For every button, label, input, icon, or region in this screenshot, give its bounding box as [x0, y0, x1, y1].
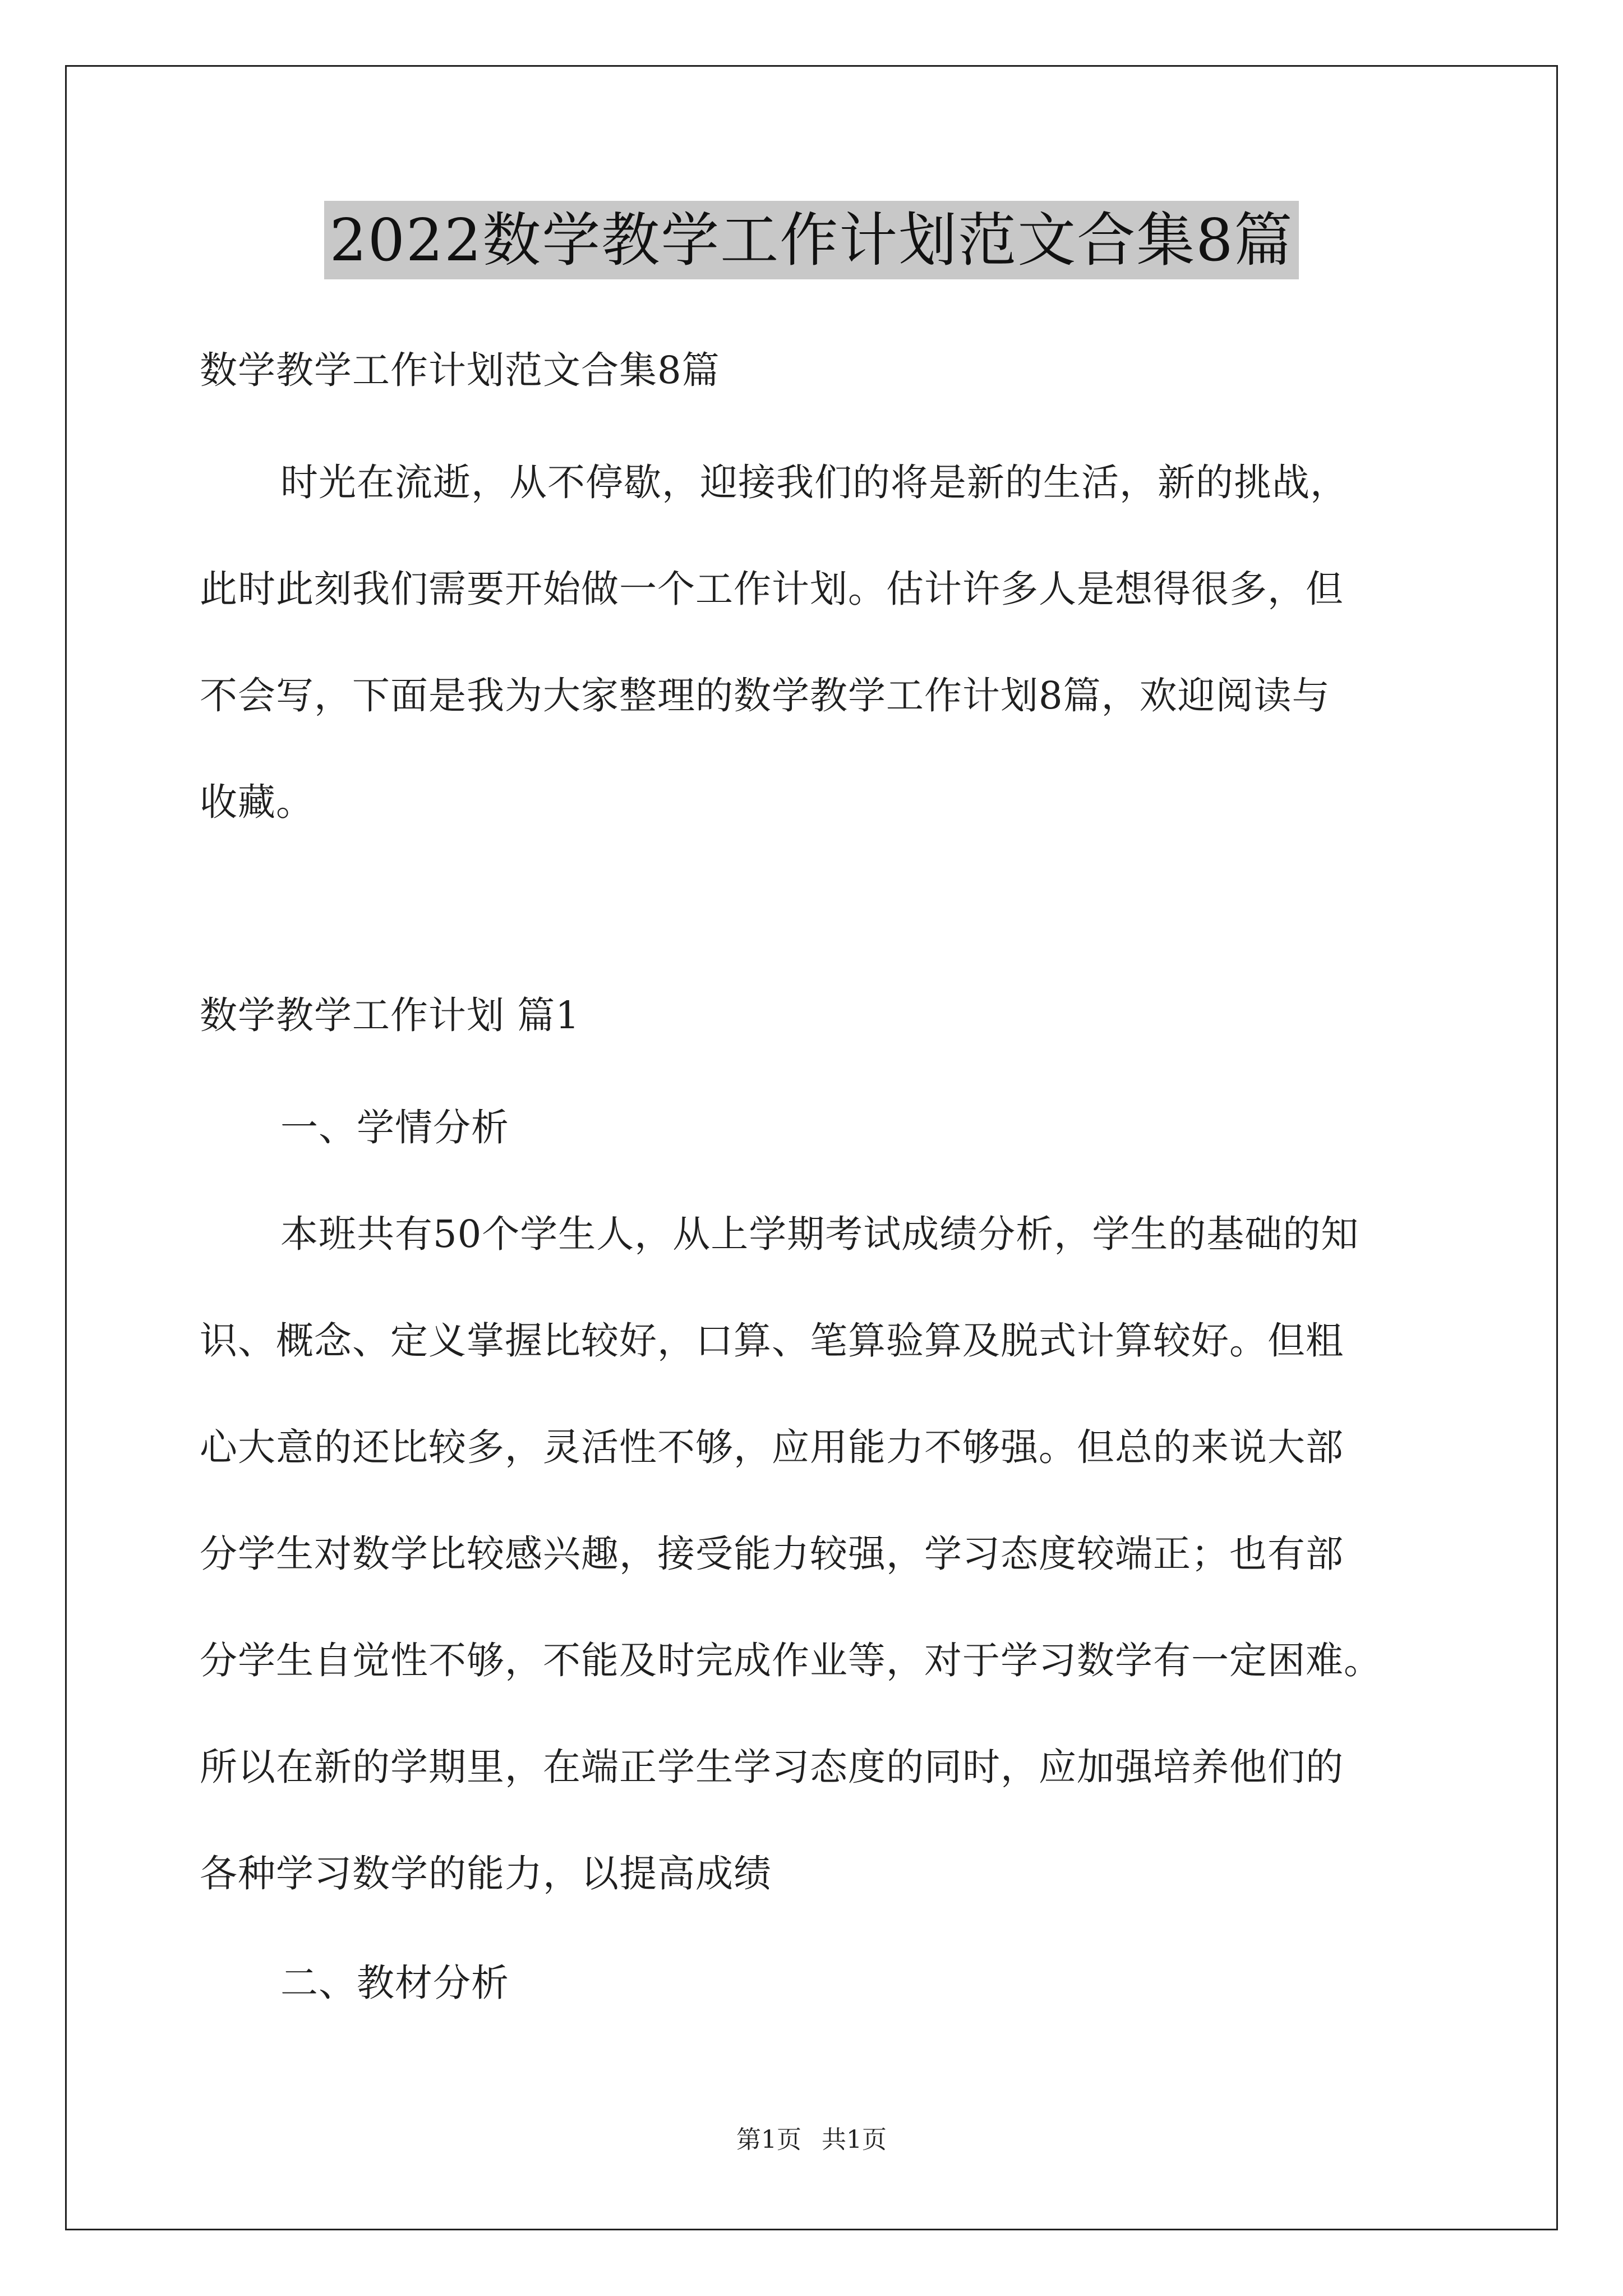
- intro-line: 不会写，下面是我为大家整理的数学教学工作计划8篇，欢迎阅读与: [200, 674, 1330, 717]
- paragraph-line: 心大意的还比较多，灵活性不够，应用能力不够强。但总的来说大部: [200, 1425, 1344, 1469]
- paragraph-line: 本班共有50个学生人，从上学期考试成绩分析，学生的基础的知: [280, 1212, 1359, 1256]
- section-heading: 数学教学工作计划 篇1: [200, 993, 580, 1037]
- paragraph-line: 分学生对数学比较感兴趣，接受能力较强，学习态度较端正；也有部: [200, 1532, 1344, 1576]
- page-footer: [0, 2119, 1623, 2155]
- page-number-current: 第1页: [736, 2125, 801, 2154]
- page-number-total: 共1页: [822, 2125, 887, 2154]
- intro-line: 时光在流逝，从不停歇，迎接我们的将是新的生活，新的挑战，: [280, 461, 1348, 504]
- intro-line: 收藏。: [200, 780, 314, 824]
- paragraph-line: 各种学习数学的能力，以提高成绩: [200, 1852, 772, 1895]
- intro-line: 此时此刻我们需要开始做一个工作计划。估计许多人是想得很多，但: [200, 567, 1344, 611]
- paragraph-line: 分学生自觉性不够，不能及时完成作业等，对于学习数学有一定困难。: [200, 1639, 1382, 1682]
- paragraph-line: 识、概念、定义掌握比较好，口算、笔算验算及脱式计算较好。但粗: [200, 1319, 1344, 1363]
- title-container: [0, 201, 1623, 279]
- paragraph-line: 所以在新的学期里，在端正学生学习态度的同时，应加强培养他们的: [200, 1745, 1344, 1789]
- document-title: 2022数学教学工作计划范文合集8篇: [324, 201, 1299, 279]
- part1-heading: 一、学情分析: [280, 1106, 509, 1149]
- part2-heading: 二、教材分析: [280, 1961, 509, 2005]
- subtitle: 数学教学工作计划范文合集8篇: [200, 348, 720, 392]
